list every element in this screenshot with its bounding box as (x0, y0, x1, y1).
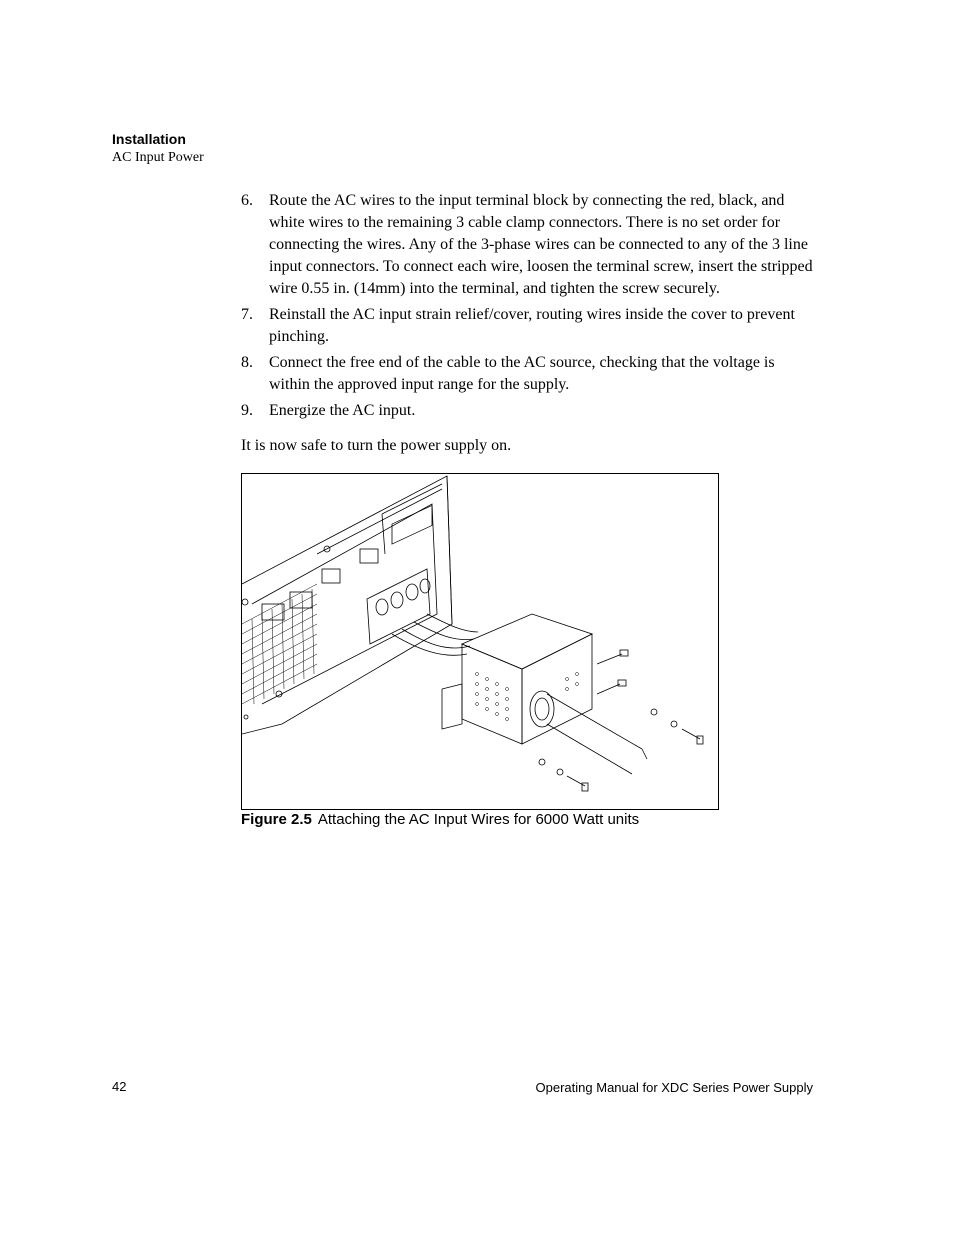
subsection-title: AC Input Power (112, 150, 204, 165)
screws-drawing (539, 650, 703, 791)
instruction-steps (241, 190, 816, 426)
step-number: 7. (241, 306, 253, 323)
page-number: 42 (112, 1079, 127, 1094)
step-number: 9. (241, 402, 253, 419)
wires-drawing (392, 614, 478, 655)
step-item (241, 304, 816, 348)
figure-label: Figure 2.5 (241, 811, 312, 828)
rear-panel-drawing (242, 476, 452, 734)
cable-drawing (547, 694, 647, 774)
figure-illustration (241, 473, 719, 810)
strain-relief-cover-drawing (442, 614, 592, 744)
figure-caption (241, 811, 639, 828)
step-item (241, 352, 816, 396)
section-title: Installation (112, 131, 186, 147)
figure-caption-text: Attaching the AC Input Wires for 6000 Watt units (317, 811, 640, 828)
safety-note: It is now safe to turn the power supply on. (241, 437, 512, 454)
step-item (241, 400, 816, 422)
step-number: 6. (241, 192, 253, 209)
step-item (241, 190, 816, 300)
step-text: Energize the AC input. (269, 402, 416, 419)
step-number: 8. (241, 354, 253, 371)
step-text: Route the AC wires to the input terminal block by connecting the red, black, and white wires to the remaining 3 cable clamp connectors. There is no set order for connecting the wires. Any of the 3-phase wires can be connected to any of the 3 line input connectors. To connect each wire, loosen the terminal screw, insert the stripped wire 0.55 in. (14mm) into the terminal, and tighten the screw securely. (269, 192, 813, 297)
manual-title: Operating Manual for XDC Series Power Supply (535, 1080, 813, 1095)
step-text: Reinstall the AC input strain relief/cover, routing wires inside the cover to prevent pinching. (269, 306, 795, 345)
step-text: Connect the free end of the cable to the AC source, checking that the voltage is within the approved input range for the supply. (269, 354, 775, 393)
